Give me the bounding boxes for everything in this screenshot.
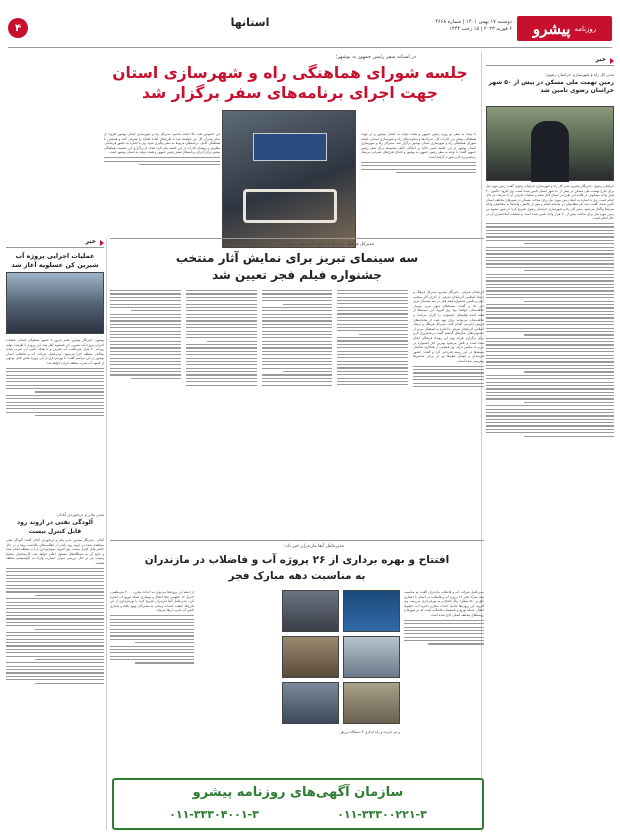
date-block	[402, 19, 512, 33]
main-headline-1: جلسه شورای هماهنگی راه و شهرسازی استان	[112, 64, 468, 82]
sidebar-mid-headline-2: شیرین کن عسلویه آغاز شد	[11, 261, 99, 269]
sidebar-mid-tag	[6, 238, 104, 248]
main-body-left: این خصوص دقت بالا داشته باشیم. مدیرکل راه و شهرسازی استان بوشهر افزود: از تمام مدیران کل نیز خواسته شد تا طرح‌های آماده افتتاح را معرفی کنند و همچنین با هماهنگی کامل، برنامه‌های مربوط به سفر پیگیری شود. وی با اشاره به حضور فرماندار، معاونین و رؤسای ادارات در این جلسه بیان کرد: هدف از برگزاری این نشست هماهنگی بیشتر برای اجرای برنامه‌های سفر رئیس جمهور و هیئت دولت به استان بوشهر است.	[104, 132, 220, 248]
sidebar-sub-headline-1: آلودگی نفتی در اروند رود	[17, 519, 93, 526]
mazandaran-body-left: از جمله این پروژه‌ها می‌توان به احداث مخزن ۲۰۰۰ مترمکعبی، اجرای ۱۲ کیلومتر خط انتقال و بهسازی شبکه توزیع آب اشاره کرد. مدیرعامل آبفا مازندران تصریح کرد: با بهره‌برداری از این طرح‌ها، کیفیت خدمات رسانی به مشترکان بهبود یافته و پایداری تامین آب شرب ارتقا می‌یابد.	[110, 590, 194, 768]
date-line-2: ۶ فوریه ۲۰۲۳ | ۱۵ رجب ۱۴۴۴	[449, 26, 512, 32]
ribbon-photo	[282, 590, 339, 632]
date-line-1: دوشنبه ۱۷ بهمن ۱۴۰۱ | شماره ۴۶۶۸	[435, 19, 512, 25]
meeting-photo	[222, 110, 356, 248]
logo-prefix: روزنامه	[574, 24, 597, 33]
page-number-badge	[8, 18, 28, 38]
tag-label: خبر	[85, 238, 96, 245]
sidebar-sub-headline-2: قابل کنترل نیست	[28, 528, 82, 535]
mazandaran-story	[110, 540, 484, 772]
section-title: استانها	[230, 16, 270, 29]
ad-banner[interactable]	[112, 778, 484, 830]
sidebar-mid	[6, 238, 104, 830]
tabriz-body: آذربایجان شرقی ‒خبرنگار پیشرو: مدیرکل فرهنگ و ارشاد اسلامی آذربایجان شرقی از اکران آثار منتخب چهل و یکمین جشنواره فیلم فجر در سه سینمای تبریز خبر داد و گفت: سینماهای شهر تبریز میزبان علاقه‌مندان خواهند بود. وی افزود: این سینماها از هفته آینده فیلم‌های جشنواره را اکران می‌کنند و علاقه‌مندان می‌توانند برای تهیه بلیت از سامانه‌های فروش اینترنتی اقدام کنند. مدیرکل فرهنگ و ارشاد اسلامی آذربایجان شرقی با اشاره به استقبال مردم از جشنواره‌های سال‌های گذشته گفت: برنامه‌ریزی لازم برای برگزاری هرچه بهتر این رویداد فرهنگی انجام شده است و تلاش می‌شود بهترین آثار جشنواره در تبریز به نمایش درآید. وی همچنین از همکاری صاحبان سینماها در این زمینه قدردانی کرد و گفت: حضور هنرمندان و عوامل فیلم‌ها نیز در برخی سانس‌ها پیش‌بینی شده است.	[110, 290, 484, 530]
chevron-left-icon	[100, 240, 104, 246]
mazandaran-top-rule	[110, 540, 484, 541]
main-headline-2: جهت اجرای برنامه‌های سفر برگزار شد	[142, 84, 438, 102]
tabriz-top-rule	[110, 238, 484, 239]
ceremony-photo	[6, 272, 104, 334]
sidebar-top-tag	[486, 56, 614, 66]
pump-photo	[343, 590, 400, 632]
well-photo	[282, 636, 339, 678]
chevron-left-icon	[610, 58, 614, 64]
main-kicker: در استانه سفر رئیس جمهور به بوشهر؛	[335, 54, 416, 60]
sidebar-sub-body: آبادان ‒خبرنگار پیشرو: مدیر بنادر و دریانوردی آبادان گفت: آلودگی نفتی مشاهده شده در اروند رود ناشی از فعالیت‌های بالادست بوده و در حال حاضر قابل کنترل نیست. وی افزود: نمونه‌برداری از آب منطقه انجام شده و نتایج آن به دستگاه‌های مسئول اعلام خواهد شد. کارشناسان محیط زیست نیز در حال بررسی میزان خسارت وارده به اکوسیستم منطقه هستند.	[6, 538, 104, 810]
sidebar-top-body: خراسان رضوی ‒خبرنگار پیشرو: مدیر کل راه و شهرسازی خراسان رضوی گفت: زمین مورد نیاز برای طرح نهضت ملی مسکن در بیش از ۵۰ شهر استان تامین شده است. وی افزود: تاکنون ۴۰ هزار واحد مسکونی در قالب این طرح در استان آغاز شده و عملیات اجرایی آن با سرعت در حال انجام است. وی با اشاره به اینکه زمین مورد نیاز برای ساخت مسکن در شهرهای مختلف استان تامین شده، گفت: ثبت نام متقاضیان در سامانه انجام و پس از پالایش، واحدها به متقاضیان واجد شرایط واگذار می‌شود. مدیر کل راه و شهرسازی خراسان رضوی تصریح کرد: در شهر مشهد نیز زمین مورد نیاز برای ساخت بیش از ۲۰ هزار واحد تامین شده است و عملیات آماده‌سازی آن در حال انجام است.	[486, 184, 614, 824]
ad-phone-1[interactable]: ۰۱۱-۳۳۳۰۰۲۲۱-۳	[337, 808, 427, 821]
mazandaran-kicker: مدیرعامل آبفا مازندران خبر داد:	[284, 544, 344, 549]
tank-photo	[343, 636, 400, 678]
page-number: ۴	[14, 22, 22, 34]
sidebar-top-caption: مدیر کل راه و شهرسازی خراسان رضوی:	[544, 72, 614, 77]
official-figure	[531, 121, 569, 182]
logo-block[interactable]	[517, 16, 612, 41]
photo-grid	[282, 590, 400, 768]
tabriz-headline-2: جشنواره فیلم فجر تعیین شد	[212, 268, 382, 282]
ad-title: سازمان آگهی‌های روزنامه پیشرو	[192, 785, 404, 800]
sidebar-sub-kicker: مدیر بنادر و دریانوردی آبادان:	[55, 512, 104, 517]
photo-caption: و تیر خریده و راه اندازی ۴ دستگاه تزریق	[340, 730, 400, 734]
tabriz-kicker: مدیرکل فرهنگ و ارشاد اسلامی آذربایجان شرقی:	[281, 242, 374, 247]
tabriz-headline-1: سه سینمای تبریز برای نمایش آثار منتخب	[175, 251, 419, 265]
tag-label: خبر	[595, 56, 606, 63]
logo-text: پیشرو	[532, 19, 571, 38]
mazandaran-body-right: مدیرعامل شرکت آب و فاضلاب مازندران گفت: به مناسبت دهه مبارک فجر ۲۶ پروژه آب و فاضلاب در استان با اعتباری بالغ بر ۸۶۰ میلیارد ریال افتتاح و به بهره‌برداری می‌رسد. وی افزود: این پروژه‌ها شامل احداث مخازن ذخیره آب، خطوط انتقال، شبکه توزیع و تاسیسات فاضلاب است که در شهرها و روستاهای مختلف استان اجرا شده است.	[404, 590, 484, 768]
pipes-photo	[282, 682, 339, 724]
main-story	[104, 52, 476, 250]
mazandaran-headline-1: افتتاح و بهره برداری از ۲۶ پروژه آب و فاضلاب در مازندران	[144, 554, 450, 566]
tabriz-story	[110, 238, 484, 538]
masthead	[0, 0, 620, 50]
sidebar-top-headline: زمین تهمت ملی مسکن در بیش از ۵۰ شهر خراسان رضوی تامین شد	[488, 79, 614, 94]
header-divider	[8, 47, 612, 48]
official-photo	[486, 106, 614, 181]
mazandaran-headline-2: به مناسبت دهه مبارک فجر	[228, 570, 366, 582]
meeting-table	[243, 189, 337, 223]
ad-phone-2[interactable]: ۰۱۱-۳۳۳۰۴۰۰۱-۳	[169, 808, 259, 821]
main-body-right: با توجه به سفر دو روزه رئیس جمهور و هیئت دولت به استان بوشهر و در جهت هماهنگی بیشتر بین ادارات کل، شرکت‌ها و معاونت‌های راه و شهرسازی استان، جلسه شورای هماهنگی راه و شهرسازی استان بوشهر برگزار شد. مدیرکل راه و شهرسازی استان بوشهر در این جلسه ضمن تاکید بر آمادگی کامل مجموعه برای سفر رئیس جمهور گفت: با توجه به سفر رئیس جمهور به بوشهر و افتتاح طرح‌های عمرانی مرتبط، برنامه‌ریزی لازم صورت گرفته است.	[361, 132, 476, 248]
sidebar-mid-headline-1: عملیات اجرایی پروژه آب	[15, 252, 95, 260]
sidebar-top	[486, 52, 614, 832]
sidebar-mid-body: بوشهر ‒خبرنگار پیشرو: عصر امروز با حضور مسئولان استانی عملیات اجرایی پروژه آب شیرین کن عسلویه آغاز شد. این پروژه با ظرفیت تولید روزانه ۲۰ هزار مترمکعب آب شیرین و با هدف تامین آب شرب پایدار ساکنان منطقه اجرا می‌شود. مدیرعامل شرکت آب و فاضلاب استان بوشهر در این مراسم گفت: با بهره‌برداری از این پروژه بخش قابل توجهی از کمبود آب شرب منطقه جبران خواهد شد.	[6, 338, 104, 508]
left-sidebar-divider	[106, 238, 107, 830]
backdrop-banner	[253, 133, 327, 161]
site-photo	[343, 682, 400, 724]
